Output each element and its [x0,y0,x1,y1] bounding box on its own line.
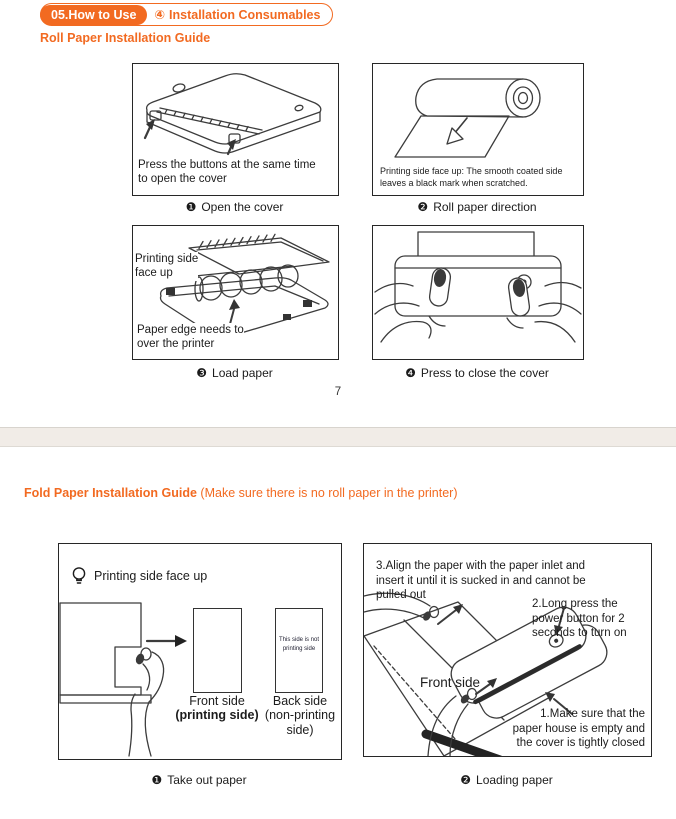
label-printing-side [135,252,198,281]
label-line: over the printer [137,338,215,351]
caption-text: Take out paper [167,773,247,787]
front-side-sheet [193,608,242,693]
instruction-line: the cover is tightly closed [516,737,645,750]
instruction-power-button [532,597,627,641]
caption-roll-direction [372,200,582,214]
label-line: (non-printing [264,708,336,723]
step-number-badge: ❶ [151,773,163,787]
fold-guide-title-text: Fold Paper Installation Guide [24,486,197,500]
back-side-label [258,694,342,737]
note-line: to open the cover [138,173,227,186]
tab-installation-consumables [146,4,332,25]
instruction-line: insert it until it is sucked in and cannot be [376,574,586,587]
note-line: This side is not [278,637,320,643]
caption-close-cover [372,366,582,380]
label-line: Front side [189,694,245,708]
tab-how-to-use: 05.How to Use [40,5,147,25]
front-side-label: Front side [420,675,481,690]
caption-text: Roll paper direction [433,200,537,214]
panel-open-cover-note [138,158,336,187]
page-number: 7 [334,386,342,398]
caption-open-cover [132,200,337,214]
label-line: Paper edge needs to [137,324,244,336]
label-line: (printing side) [175,708,259,723]
panel-loading-paper [363,543,652,757]
instruction-line: 2.Long press the [532,598,618,610]
step-number-badge: ❹ [405,366,416,380]
instruction-line: 1.Make sure that the [540,708,645,720]
circled-4-icon: ④ [154,8,166,22]
tab-installation-consumables-label: Installation Consumables [169,7,321,22]
step-number-badge: ❷ [417,200,429,214]
note-line: Printing side face up: The smooth coated side [380,166,563,176]
panel-load-paper [132,225,339,360]
caption-text: Loading paper [476,773,553,787]
label-line: side) [286,722,314,737]
roll-guide-title: Roll Paper Installation Guide [40,31,211,45]
step-number-badge: ❷ [460,773,472,787]
caption-text: Press to close the cover [420,366,549,380]
panel-roll-direction-note [380,165,580,189]
instruction-line: 3.Align the paper with the paper inlet and [376,560,586,572]
instruction-line: paper house is empty and [512,722,645,735]
tip-text: Printing side face up [94,568,208,583]
printer-closed-illustration [133,64,338,156]
note-line: printing side [282,646,316,652]
paper-roll-illustration [373,64,583,162]
fold-guide-title [24,486,457,500]
page-divider [0,427,676,447]
instruction-line: seconds to turn on [532,627,627,640]
back-side-sheet [275,608,323,693]
label-line: Printing side [135,253,199,265]
label-line: face up [135,267,173,280]
note-line: leaves a black mark when scratched. [380,178,528,189]
label-paper-edge [137,323,244,352]
panel-take-out-paper [58,543,342,760]
header-tab-group [40,3,333,26]
caption-take-out-paper [58,773,340,787]
instruction-line: power button for 2 [532,612,625,625]
panel-roll-direction [372,63,584,196]
panel-close-cover [372,225,584,360]
step-number-badge: ❸ [196,366,208,380]
instruction-line: pulled out [376,589,426,602]
tip-printing-side [71,566,207,585]
fold-guide-subtitle: (Make sure there is no roll paper in the printer) [200,486,458,500]
step-number-badge: ❶ [185,200,197,214]
caption-text: Load paper [212,366,273,380]
caption-text: Open the cover [201,200,284,214]
panel-open-cover [132,63,339,196]
caption-load-paper [132,366,337,380]
note-line: Press the buttons at the same time [138,159,316,171]
lightbulb-icon [71,566,87,585]
back-sheet-note [276,636,322,654]
caption-loading-paper [363,773,650,787]
instruction-paper-house [513,707,645,751]
hands-pressing-printer-illustration [373,226,583,359]
label-line: Back side [272,694,328,708]
